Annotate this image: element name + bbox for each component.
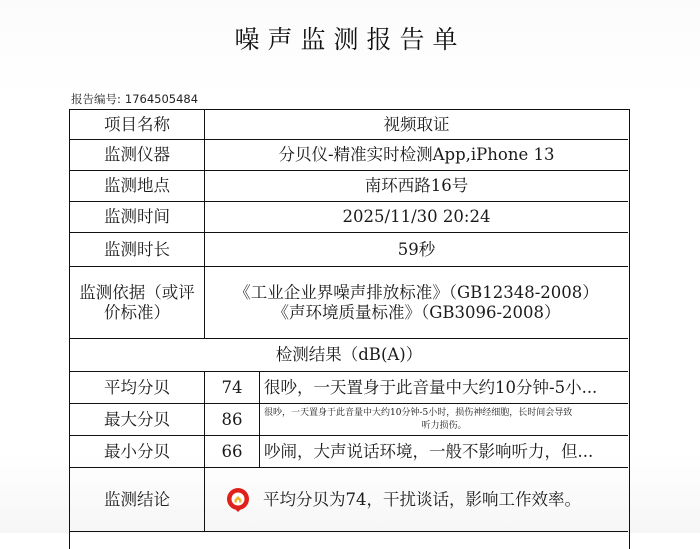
row-basis-label: 监测依据（或评价标准） bbox=[70, 267, 205, 338]
conclusion-text: 平均分贝为74，干扰谈话，影响工作效率。 bbox=[263, 489, 581, 509]
row-duration bbox=[70, 233, 628, 267]
row-item bbox=[70, 110, 628, 140]
row-basis bbox=[70, 267, 628, 339]
avg-db-label: 平均分贝 bbox=[70, 372, 205, 403]
max-db-value: 86 bbox=[205, 404, 260, 435]
max-db-desc-line2: 听力损伤。 bbox=[421, 421, 467, 432]
row-min-db bbox=[70, 436, 628, 468]
row-instrument-value: 分贝仪-精准实时检测App,iPhone 13 bbox=[278, 145, 555, 165]
row-item-value: 视频取证 bbox=[383, 114, 450, 134]
row-time bbox=[70, 202, 628, 233]
conclusion-value bbox=[205, 468, 628, 531]
report-title: 噪声监测报告单 bbox=[234, 25, 466, 54]
row-location-label: 监测地点 bbox=[70, 171, 205, 201]
max-db-desc bbox=[260, 404, 628, 435]
row-duration-label: 监测时长 bbox=[70, 233, 205, 266]
row-avg-db bbox=[70, 372, 628, 404]
conclusion-label: 监测结论 bbox=[70, 468, 205, 531]
row-location-value: 南环西路16号 bbox=[364, 176, 469, 196]
row-time-value: 2025/11/30 20:24 bbox=[342, 207, 491, 227]
location-pin-icon bbox=[225, 487, 251, 513]
report-number-value: 1764505484 bbox=[124, 92, 199, 106]
row-location bbox=[70, 171, 628, 202]
avg-db-value: 74 bbox=[205, 372, 260, 403]
results-header-row bbox=[70, 339, 628, 372]
results-header: 检测结果（dB(A)） bbox=[275, 345, 423, 365]
max-db-desc-line1: 很吵，一天置身于此音量中大约10分钟-5小时，损伤神经细胞，长时间会导致 bbox=[264, 408, 573, 418]
row-max-db bbox=[70, 404, 628, 436]
row-conclusion bbox=[70, 468, 628, 532]
basis-standard-2: 《声环境质量标准》（GB3096-2008） bbox=[272, 302, 561, 322]
min-db-desc: 吵闹，大声说话环境，一般不影响听力，但... bbox=[264, 441, 594, 461]
min-db-value: 66 bbox=[205, 436, 260, 467]
report-number-label: 报告编号: bbox=[71, 92, 121, 106]
row-basis-value bbox=[205, 267, 628, 338]
row-instrument-label: 监测仪器 bbox=[70, 140, 205, 170]
row-time-label: 监测时间 bbox=[70, 202, 205, 232]
row-instrument bbox=[70, 140, 628, 171]
report-table bbox=[69, 109, 630, 549]
avg-db-desc: 很吵，一天置身于此音量中大约10分钟-5小... bbox=[264, 377, 598, 397]
report-number bbox=[71, 91, 198, 107]
min-db-label: 最小分贝 bbox=[70, 436, 205, 467]
max-db-label: 最大分贝 bbox=[70, 404, 205, 435]
row-item-label: 项目名称 bbox=[70, 110, 205, 139]
basis-standard-1: 《工业企业界噪声排放标准》（GB12348-2008） bbox=[234, 282, 599, 302]
row-duration-value: 59秒 bbox=[397, 239, 436, 259]
